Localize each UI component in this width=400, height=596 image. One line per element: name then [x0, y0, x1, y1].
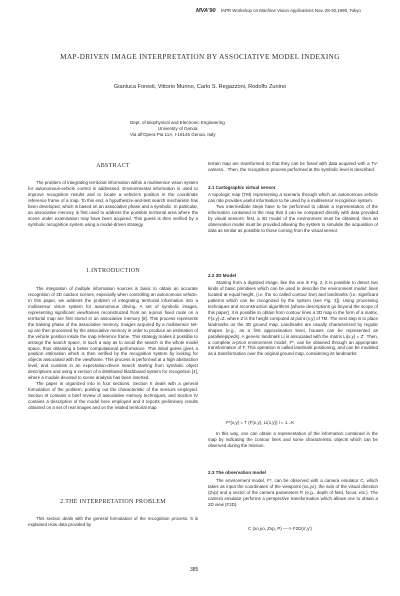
paper-authors: Gianluca Foresti, Vittorio Murino, Carlo S. Regazzoni, Rodolfo Zunino	[113, 84, 287, 90]
subsection-2-1-text	[208, 192, 378, 234]
continuation-paragraph: terrain map are transformed so that they can be fused with data acquired with a TV-camera. . Then, the recognition process performed at the symbolic level is described.	[208, 161, 378, 172]
introduction-paragraph-1: The integration of multiple information sources is basic to obtain an accurate recognition of 3D outdoor scenes, especially when controlling an autonomous vehicle. In this paper, we address the problem of integrating territorial information into a multisensor vision system for autonomous driving. A set of symbolic images, representing significant viewframes reconstructed from an a-priori fixed route on a territorial map are first stored in an associative memory [8]. This process represents the training phase of the associative memory. Images acquired by a multisensor set-up are then processed by the associative memory in order to produce an estimation of the vehicle position inside the map reference frame. This strategy makes it possible to arrange the search space, in such a way as to avoid the search in the whole model space, thus obtaining a better computational performance. This initial guess gives a position estimation which is then verified by the recognition system by looking for objects associated with the viewframe. This process is performed at a high abstraction level, and consists in an expectation-driven search starting from symbolic object descriptions and using a version of a distributed blackboard system for recognition [4], where a module devoted to scene analysis has been inserted.	[28, 286, 198, 381]
paper-title: MAP-DRIVEN IMAGE INTERPRETATION BY ASSOCIATIVE MODEL INDEXING	[60, 53, 340, 61]
running-header	[196, 8, 392, 14]
introduction-heading: 1.INTRODUCTION	[85, 268, 141, 274]
equation-2: C (xo,yo, Zvp, P) ----> F2D(x',y')	[248, 526, 312, 531]
affiliation	[130, 120, 330, 139]
subsection-2-2-text	[208, 280, 378, 357]
right-column-continuation	[208, 161, 378, 173]
section-2-heading: 2.THE INTERPRETATION PROBLEM	[60, 499, 166, 505]
introduction-paragraph-2: The paper is organized into in four sections. Section II deals with a general formulation of the problem, pointing out the characteristic of the sensors employed. Section III contains a brief review of associative memory techniques, and Section IV contains a description of the model here employed and it reports preliminary results obtained on a set of real images and on the related territorial map.	[28, 381, 198, 411]
dates-label: Nov. 28-30,1990,	[314, 8, 349, 13]
page-number: 385	[190, 567, 199, 573]
subsection-2-1-paragraph-1: A topologic map (TM) representing a scenario through which an autonomous vehicle can ride provides useful information to be used by a multisensor recognition system.	[208, 192, 378, 203]
affiliation-dept: Dept. of Biophysical and Electronic Engineering	[130, 120, 225, 125]
subsection-2-3-heading: 2.3 The observation model	[208, 470, 266, 475]
workshop-label: IAPR Workshop on Machine Vision Applications	[220, 8, 314, 13]
introduction-text	[28, 286, 198, 411]
affiliation-university: University of Genoa	[158, 126, 198, 132]
abstract-heading: ABSTRACT	[96, 163, 130, 169]
subsection-2-2-paragraph: Starting from a digitized image, like the one in Fig. 2, it is possible to detect two kinds of basic primitives which can be used to describe the environment model: lines located at equal height, (i.e. the so called contour line) and landmarks (i.e. significant patterns which can be recognized by the system (see Fig. 3]). Using processing techniques and reconstruction algorithms (whose descriptions go beyond the scope of this paper), it is possible to obtain from contour lines a 3D map in the form of a matrix, F(x,y)=Z, where Z is the height computed at point (x,y) of TM. The next step is to place landmarks on the 3D ground map. Landmarks are usually characterized by regular shapes (e.g., as a first approximation level, houses can be represented as parallelepipeds). A generic landmark Li is associated with the matrix Li(x,y) = Z'. Then, a complete a-priori environment model, F*, can be obtained through an appropriate transformation of F. This operation is called landmark positioning, and can be modeled as a transformation over the original ground map, considering its landmarks:	[208, 280, 378, 357]
section-2-paragraph: This section deals with the general formulation of the recognition process. It is explained How data provided by	[28, 516, 198, 527]
subsection-2-1-paragraph-2: Two intermediate steps have to be performed to obtain a representation of the information contained in the map that it can be compared directly with data provided by visual sensors: first, a 3D model of the environment must be obtained, then an observation model must be provided allowing the system to simulate the acquisition of data as similar as possible to those coming from the visual sensor.	[208, 203, 378, 233]
subsection-2-3-text	[208, 478, 378, 508]
abstract-text	[28, 180, 198, 228]
subsection-2-1-heading: 2.1 Cartographic virtual sensor	[208, 185, 276, 190]
subsection-2-2-text-continued	[208, 431, 378, 449]
subsection-2-2-heading: 2.2 3D Model	[208, 273, 237, 278]
venue-label: MVA'90	[196, 8, 216, 14]
subsection-2-3-paragraph: The environment model, F*, can be observed with a camera emulator C, which takes as input the coordinates of the viewpoint (xo,yo), the axis of the visual direction (Zvp) and a vector of the camera parameters P, (e.g., depth of field, focus, etc.). The camera emulator performs a perspective transformation which allows one to obtain a 2D view (F2D).	[208, 478, 378, 507]
subsection-2-2-paragraph-2: In this way, one can obtain a representation of the information contained in the map by indicating the contour lines and some characteristic objects which can be observed during the mission.	[208, 431, 378, 448]
abstract-paragraph: The problem of integrating territorial information within a multisensor vision system for autonomous-vehicle control is addressed. Environmental information is used to improve recognition results and to locate a vehicle's position in the coordinate reference frame of a map. To this end, a hypothesize-and-test search mechanism has been developed, which is based on an associative phase and a symbolic. In particular, an associative memory is first used to address the possible territorial area where the scene under examination may have been acquired. This guess is then verified by a symbolic recognition system using a model-driven strategy.	[28, 180, 198, 227]
equation-1: F*(x,y) = T (F(x,y), Li(x,y)) i = 1...K	[226, 420, 295, 425]
affiliation-address: Via all'Opera Pia 11A, I-16145 Genoa, Italy	[130, 132, 216, 138]
city-label: Tokyo	[349, 8, 361, 13]
section-2-text	[28, 516, 198, 528]
